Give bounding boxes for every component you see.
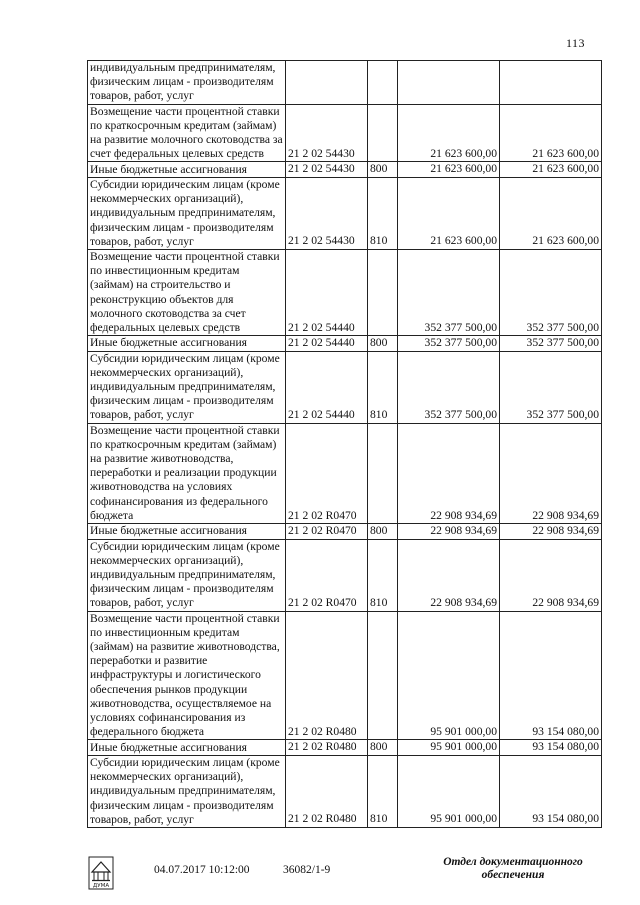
- row-amount1-cell: 352 377 500,00: [398, 351, 500, 423]
- row-code-cell: 21 2 02 54440: [286, 351, 368, 423]
- row-amount2-cell: 21 623 600,00: [500, 104, 602, 162]
- table-row: [88, 104, 602, 162]
- row-amount1-cell: 21 623 600,00: [398, 104, 500, 162]
- row-amount1-cell: 22 908 934,69: [398, 423, 500, 523]
- row-amount2-cell: 352 377 500,00: [500, 351, 602, 423]
- row-kvr-cell: 810: [368, 539, 398, 611]
- row-kvr-cell: [368, 249, 398, 335]
- table-row: [88, 539, 602, 611]
- row-kvr-cell: 810: [368, 755, 398, 827]
- row-amount2-cell: 21 623 600,00: [500, 177, 602, 249]
- row-kvr-cell: 800: [368, 740, 398, 756]
- row-code-cell: 21 2 02 R0470: [286, 423, 368, 523]
- table-row: [88, 61, 602, 105]
- row-amount1-cell: 21 623 600,00: [398, 162, 500, 178]
- row-code-cell: 21 2 02 54430: [286, 177, 368, 249]
- row-code-cell: 21 2 02 54430: [286, 104, 368, 162]
- row-amount2-cell: 22 908 934,69: [500, 423, 602, 523]
- table-row: [88, 524, 602, 540]
- department-name: Отдел документационного обеспечения: [443, 856, 583, 881]
- row-amount1-cell: 95 901 000,00: [398, 611, 500, 740]
- duma-emblem-icon: [88, 856, 114, 890]
- page-footer: [0, 852, 640, 902]
- table-row: [88, 740, 602, 756]
- budget-table: [87, 60, 602, 828]
- row-code-cell: 21 2 02 R0480: [286, 740, 368, 756]
- row-amount2-cell: 21 623 600,00: [500, 162, 602, 178]
- print-date: 04.07.2017 10:12:00: [154, 864, 250, 876]
- row-kvr-cell: [368, 104, 398, 162]
- row-amount2-cell: 93 154 080,00: [500, 740, 602, 756]
- row-amount2-cell: 22 908 934,69: [500, 539, 602, 611]
- row-name-cell: индивидуальным предпринимателям, физическим лицам - производителям товаров, работ, услуг: [88, 61, 286, 105]
- row-amount1-cell: 21 623 600,00: [398, 177, 500, 249]
- row-code-cell: [286, 61, 368, 105]
- table-row: [88, 755, 602, 827]
- row-code-cell: 21 2 02 54430: [286, 162, 368, 178]
- row-code-cell: 21 2 02 R0470: [286, 524, 368, 540]
- table-row: [88, 611, 602, 740]
- row-amount1-cell: [398, 61, 500, 105]
- row-amount1-cell: 352 377 500,00: [398, 336, 500, 352]
- row-amount1-cell: 22 908 934,69: [398, 524, 500, 540]
- row-name-cell: Субсидии юридическим лицам (кроме некоммерческих организаций), индивидуальным предпринимателям, физическим лицам - производителям товаров, работ, услуг: [88, 539, 286, 611]
- row-name-cell: Иные бюджетные ассигнования: [88, 162, 286, 178]
- table-row: [88, 177, 602, 249]
- table-row: [88, 162, 602, 178]
- table-row: [88, 423, 602, 523]
- table-row: [88, 351, 602, 423]
- row-name-cell: Возмещение части процентной ставки по краткосрочным кредитам (займам) на развитие молочного скотоводства за счет федеральных целевых средств: [88, 104, 286, 162]
- row-amount2-cell: 352 377 500,00: [500, 336, 602, 352]
- row-name-cell: Субсидии юридическим лицам (кроме некоммерческих организаций), индивидуальным предпринимателям, физическим лицам - производителям товаров, работ, услуг: [88, 351, 286, 423]
- row-amount2-cell: 22 908 934,69: [500, 524, 602, 540]
- row-kvr-cell: 800: [368, 336, 398, 352]
- row-kvr-cell: [368, 61, 398, 105]
- row-amount1-cell: 22 908 934,69: [398, 539, 500, 611]
- row-code-cell: 21 2 02 R0470: [286, 539, 368, 611]
- row-name-cell: Иные бюджетные ассигнования: [88, 740, 286, 756]
- row-name-cell: Иные бюджетные ассигнования: [88, 524, 286, 540]
- row-amount1-cell: 95 901 000,00: [398, 740, 500, 756]
- row-name-cell: Возмещение части процентной ставки по краткосрочным кредитам (займам) на развитие животноводства, переработки и реализации продукции животноводства на условиях софинансирования из федерального бюджета: [88, 423, 286, 523]
- row-name-cell: Иные бюджетные ассигнования: [88, 336, 286, 352]
- row-name-cell: Возмещение части процентной ставки по инвестиционным кредитам (займам) на развитие животноводства, переработки и развитие инфраструктуры и логистического обеспечения рынков продукции животноводства, осуществляемое на условиях софинансирования из федерального бюджета: [88, 611, 286, 740]
- row-kvr-cell: 800: [368, 524, 398, 540]
- row-kvr-cell: 810: [368, 351, 398, 423]
- table-row: [88, 336, 602, 352]
- row-amount2-cell: 93 154 080,00: [500, 611, 602, 740]
- row-amount1-cell: 95 901 000,00: [398, 755, 500, 827]
- table-row: [88, 249, 602, 335]
- budget-table-body: [88, 61, 602, 828]
- row-amount2-cell: 352 377 500,00: [500, 249, 602, 335]
- row-name-cell: Возмещение части процентной ставки по инвестиционным кредитам (займам) на строительство и реконструкцию объектов для молочного скотоводства за счет федеральных целевых средств: [88, 249, 286, 335]
- row-amount1-cell: 352 377 500,00: [398, 249, 500, 335]
- row-kvr-cell: 800: [368, 162, 398, 178]
- row-name-cell: Субсидии юридическим лицам (кроме некоммерческих организаций), индивидуальным предпринимателям, физическим лицам - производителям товаров, работ, услуг: [88, 177, 286, 249]
- row-amount2-cell: [500, 61, 602, 105]
- emblem-text: ДУМА: [92, 883, 110, 889]
- row-code-cell: 21 2 02 R0480: [286, 755, 368, 827]
- row-kvr-cell: 810: [368, 177, 398, 249]
- row-kvr-cell: [368, 423, 398, 523]
- page-number: 113: [566, 36, 586, 50]
- document-number: 36082/1-9: [283, 864, 331, 876]
- row-code-cell: 21 2 02 54440: [286, 249, 368, 335]
- row-code-cell: 21 2 02 R0480: [286, 611, 368, 740]
- row-amount2-cell: 93 154 080,00: [500, 755, 602, 827]
- row-kvr-cell: [368, 611, 398, 740]
- row-name-cell: Субсидии юридическим лицам (кроме некоммерческих организаций), индивидуальным предпринимателям, физическим лицам - производителям товаров, работ, услуг: [88, 755, 286, 827]
- row-code-cell: 21 2 02 54440: [286, 336, 368, 352]
